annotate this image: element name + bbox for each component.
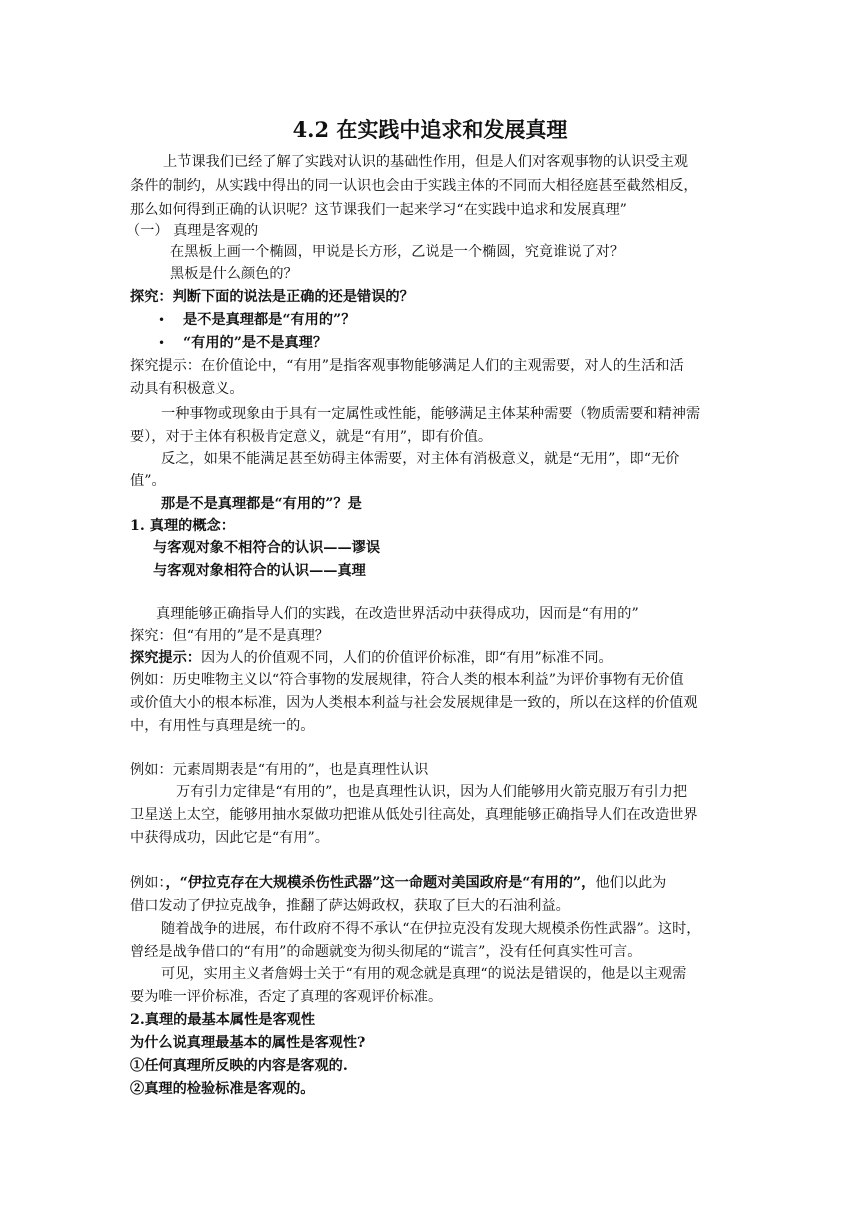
example-line-1: 例如：历史唯物主义以“符合事物的发展规律，符合人类的根本利益”为评价事物有无价值 bbox=[130, 672, 684, 688]
objectivity-question: 为什么说真理最基本的属性是客观性? bbox=[130, 1035, 366, 1051]
bullet-1: • bbox=[158, 313, 166, 327]
blackboard-question: 在黑板上画一个椭圆，甲说是长方形，乙说是一个椭圆，究竟谁说了对？ bbox=[170, 244, 625, 260]
value-line-1: 一种事物或现象由于具有一定属性或性能，能够满足主体某种需要（物质需要和精神需 bbox=[161, 406, 701, 422]
truth-useful-line: 真理能够正确指导人们的实践，在改造世界活动中获得成功，因而是“有用的” bbox=[156, 606, 639, 622]
example-periodic-table: 例如：元素周期表是“有用的”，也是真理性认识 bbox=[130, 762, 429, 778]
iraq-suffix: 他们以此为 bbox=[595, 875, 667, 891]
objectivity-point-1: ①任何真理所反映的内容是客观的. bbox=[130, 1058, 348, 1074]
bullet-2: • bbox=[158, 336, 166, 350]
hint-line-2: 动具有积极意义。 bbox=[130, 381, 244, 397]
iraq-line-3: 随着战争的进展，布什政府不得不承认“在伊拉克没有发现大规模杀伤性武器”。这时， bbox=[161, 921, 701, 937]
iraq-line-4: 曾经是战争借口的“有用”的命题就变为彻头彻尾的“谎言”，没有任何真实性可言。 bbox=[130, 944, 642, 960]
concept-heading: 1. 真理的概念： bbox=[130, 518, 235, 534]
objectivity-point-2: ②真理的检验标准是客观的。 bbox=[130, 1081, 315, 1097]
objectivity-heading: 2.真理的最基本属性是客观性 bbox=[130, 1012, 316, 1028]
useless-line-1: 反之，如果不能满足甚至妨碍主体需要，对主体有消极意义，就是“无用”，即“无价 bbox=[161, 451, 680, 467]
intro-line-3: 那么如何得到正确的认识呢？这节课我们一起来学习“在实践中追求和发展真理” bbox=[130, 202, 627, 218]
example-line-2: 或价值大小的根本标准，因为人类根本利益与社会发展规律是一致的，所以在这样的价值观 bbox=[130, 695, 698, 711]
intro-line-1: 上节课我们已经了解了实践对认识的基础性作用，但是人们对客观事物的认识受主观 bbox=[163, 154, 688, 170]
document-title: 4.2 在实践中追求和发展真理 bbox=[292, 117, 568, 142]
hint-2-text: 因为人的价值观不同，人们的价值评价标准，即“有用”标准不同。 bbox=[200, 650, 613, 666]
value-line-2: 要），对于主体有积极肯定意义，就是“有用”，即有价值。 bbox=[130, 429, 493, 445]
concept-fallacy: 与客观对象不相符合的认识——谬误 bbox=[153, 540, 381, 556]
example-line-3: 中，有用性与真理是统一的。 bbox=[130, 718, 315, 734]
hint-line-1: 探究提示：在价值论中，“有用”是指客观事物能够满足人们的主观需要，对人的生活和活 bbox=[130, 358, 684, 374]
iraq-prefix: 例如： bbox=[130, 875, 166, 891]
iraq-bold: ，“伊拉克存在大规模杀伤性武器”这一命题对美国政府是“有用的”， bbox=[165, 875, 596, 891]
hint-2-label: 探究提示： bbox=[130, 650, 201, 666]
useless-line-2: 值”。 bbox=[130, 473, 166, 489]
iraq-line-1 bbox=[130, 873, 666, 893]
inquiry-2: 探究：但“有用的”是不是真理？ bbox=[130, 628, 329, 644]
hint-2 bbox=[130, 648, 613, 668]
concept-truth: 与客观对象相符合的认识——真理 bbox=[153, 563, 366, 579]
gravity-line-3: 中获得成功，因此它是“有用”。 bbox=[130, 830, 329, 846]
question-answer: 那是不是真理都是“有用的”？是 bbox=[161, 496, 362, 512]
gravity-line-1: 万有引力定律是“有用的”，也是真理性认识，因为人们能够用火箭克服万有引力把 bbox=[176, 784, 688, 800]
intro-line-2: 条件的制约，从实践中得出的同一认识也会由于实践主体的不同而大相径庭甚至截然相反， bbox=[130, 178, 698, 194]
bullet-item-2: “有用的”是不是真理？ bbox=[183, 335, 328, 351]
pragmatism-line-1: 可见，实用主义者詹姆士关于“有用的观念就是真理“的说法是错误的，他是以主观需 bbox=[161, 966, 687, 982]
section-heading-1: （一） 真理是客观的 bbox=[126, 223, 259, 239]
iraq-line-2: 借口发动了伊拉克战争，推翻了萨达姆政权，获取了巨大的石油利益。 bbox=[130, 898, 570, 914]
color-question: 黑板是什么颜色的？ bbox=[170, 266, 298, 282]
gravity-line-2: 卫星送上太空，能够用抽水泵做功把谁从低处引往高处，真理能够正确指导人们在改造世界 bbox=[130, 807, 698, 823]
inquiry-heading: 探究：判断下面的说法是正确的还是错误的？ bbox=[130, 289, 414, 305]
bullet-item-1: 是不是真理都是“有用的”？ bbox=[183, 312, 356, 328]
pragmatism-line-2: 要为唯一评价标准，否定了真理的客观评价标准。 bbox=[130, 989, 443, 1005]
